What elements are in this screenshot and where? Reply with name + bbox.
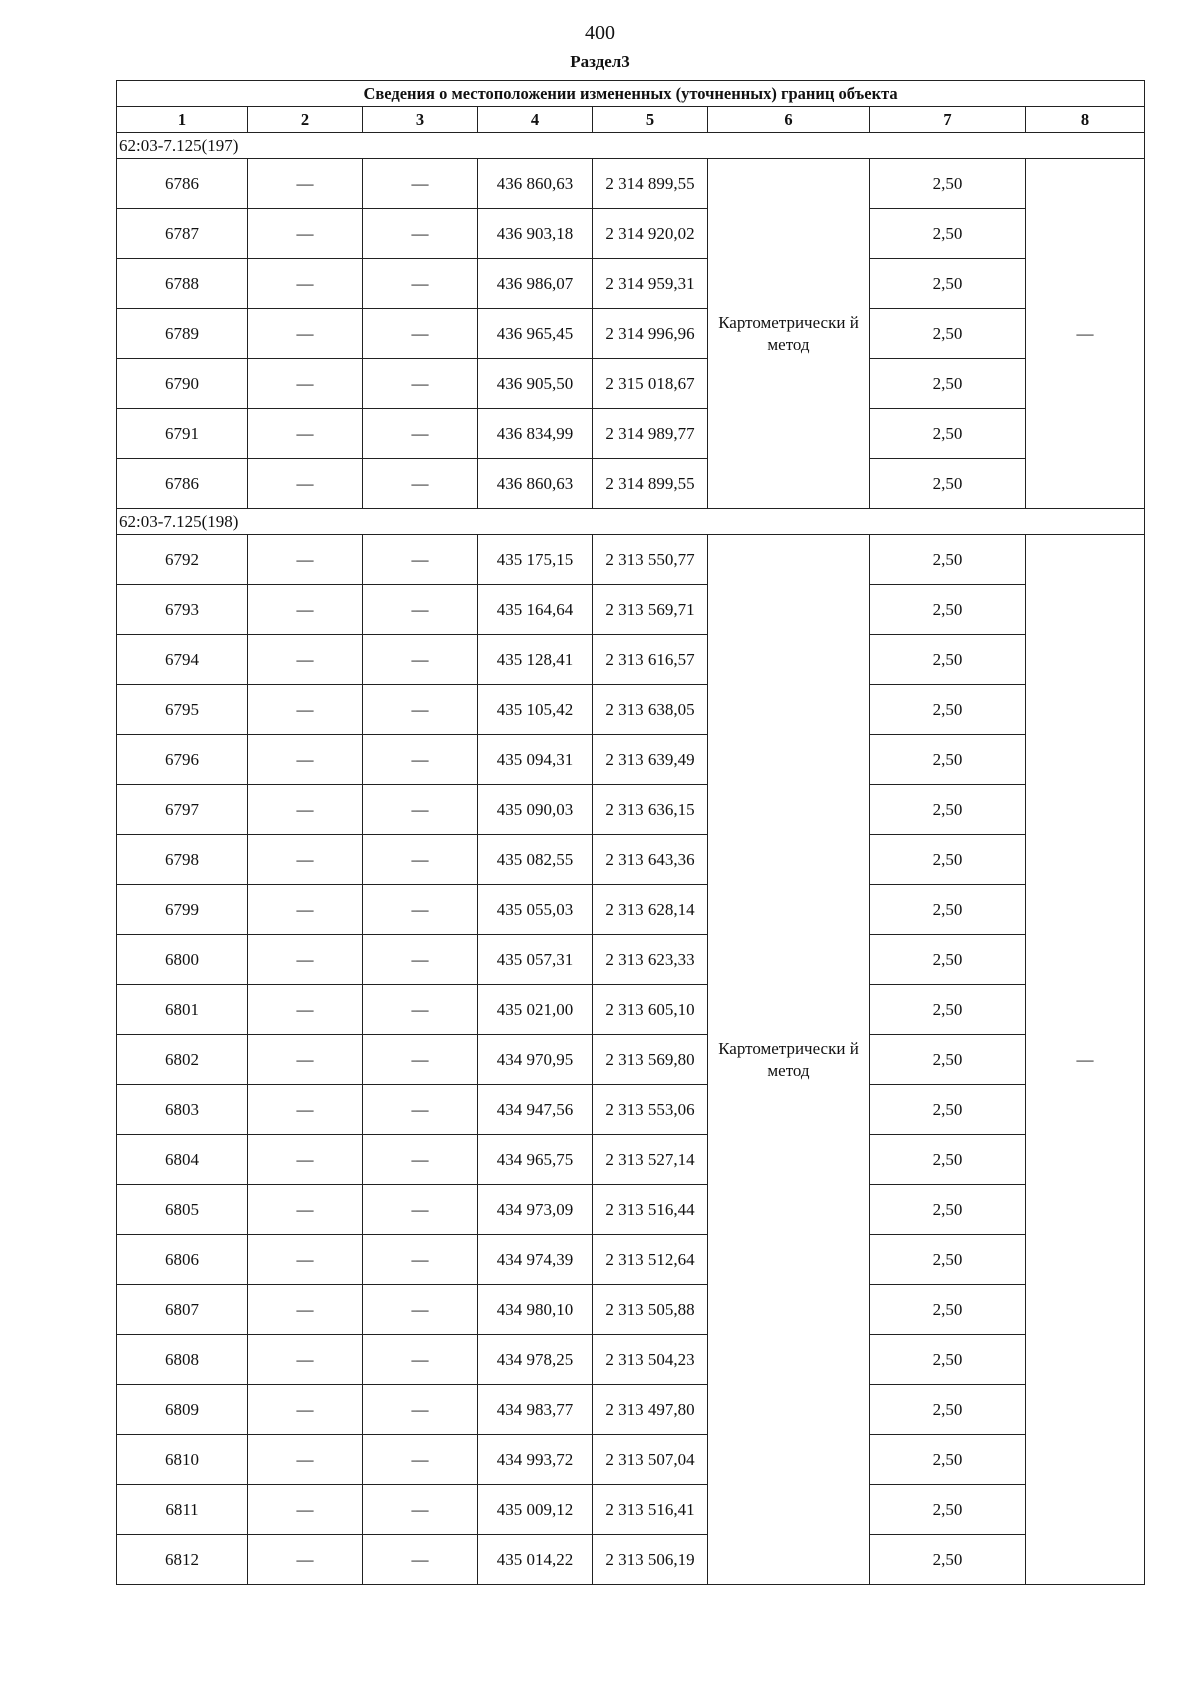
x-coordinate-cell: 436 860,63 [478,459,593,509]
accuracy-cell: 2,50 [870,735,1026,785]
y-coordinate-cell: 2 313 516,44 [593,1185,708,1235]
accuracy-cell: 2,50 [870,159,1026,209]
x-coordinate-cell: 436 905,50 [478,359,593,409]
accuracy-cell: 2,50 [870,535,1026,585]
column-2-dash-cell: — [248,1485,363,1535]
y-coordinate-cell: 2 313 553,06 [593,1085,708,1135]
column-2-dash-cell: — [248,1035,363,1085]
y-coordinate-cell: 2 313 643,36 [593,835,708,885]
y-coordinate-cell: 2 313 638,05 [593,685,708,735]
column-3-dash-cell: — [363,1485,478,1535]
x-coordinate-cell: 436 834,99 [478,409,593,459]
y-coordinate-cell: 2 313 569,71 [593,585,708,635]
accuracy-cell: 2,50 [870,409,1026,459]
table-row [117,1185,1145,1235]
accuracy-cell: 2,50 [870,1385,1026,1435]
column-2-dash-cell: — [248,1335,363,1385]
accuracy-cell: 2,50 [870,1185,1026,1235]
column-number: 2 [248,107,363,133]
column-2-dash-cell: — [248,1235,363,1285]
table-row [117,585,1145,635]
x-coordinate-cell: 434 947,56 [478,1085,593,1135]
column-3-dash-cell: — [363,409,478,459]
table-row [117,1285,1145,1335]
x-coordinate-cell: 434 980,10 [478,1285,593,1335]
column-3-dash-cell: — [363,1135,478,1185]
cadastral-group-label: 62:03-7.125(198) [117,509,1145,535]
column-2-dash-cell: — [248,685,363,735]
x-coordinate-cell: 435 164,64 [478,585,593,635]
point-number-cell: 6806 [117,1235,248,1285]
column-2-dash-cell: — [248,1185,363,1235]
column-3-dash-cell: — [363,1435,478,1485]
y-coordinate-cell: 2 315 018,67 [593,359,708,409]
column-2-dash-cell: — [248,785,363,835]
point-number-cell: 6808 [117,1335,248,1385]
table-row [117,835,1145,885]
y-coordinate-cell: 2 313 507,04 [593,1435,708,1485]
group-header-row [117,133,1145,159]
table-row [117,535,1145,585]
point-number-cell: 6786 [117,159,248,209]
column-2-dash-cell: — [248,1285,363,1335]
table-row [117,1335,1145,1385]
column-3-dash-cell: — [363,209,478,259]
accuracy-cell: 2,50 [870,585,1026,635]
point-number-cell: 6797 [117,785,248,835]
x-coordinate-cell: 434 974,39 [478,1235,593,1285]
table-row [117,459,1145,509]
column-2-dash-cell: — [248,835,363,885]
accuracy-cell: 2,50 [870,259,1026,309]
y-coordinate-cell: 2 314 989,77 [593,409,708,459]
y-coordinate-cell: 2 313 639,49 [593,735,708,785]
point-number-cell: 6809 [117,1385,248,1435]
accuracy-cell: 2,50 [870,1335,1026,1385]
column-number-row [117,107,1145,133]
accuracy-cell: 2,50 [870,935,1026,985]
column-3-dash-cell: — [363,1185,478,1235]
column-2-dash-cell: — [248,209,363,259]
column-2-dash-cell: — [248,985,363,1035]
table-row [117,259,1145,309]
accuracy-cell: 2,50 [870,1135,1026,1185]
column-2-dash-cell: — [248,1135,363,1185]
table-row [117,735,1145,785]
y-coordinate-cell: 2 313 628,14 [593,885,708,935]
column-3-dash-cell: — [363,159,478,209]
point-number-cell: 6810 [117,1435,248,1485]
x-coordinate-cell: 434 983,77 [478,1385,593,1435]
table-row [117,1435,1145,1485]
column-number: 4 [478,107,593,133]
point-number-cell: 6811 [117,1485,248,1535]
accuracy-cell: 2,50 [870,1085,1026,1135]
page-number: 400 [585,22,615,44]
y-coordinate-cell: 2 314 920,02 [593,209,708,259]
point-number-cell: 6790 [117,359,248,409]
column-3-dash-cell: — [363,1285,478,1335]
column-3-dash-cell: — [363,1235,478,1285]
column-3-dash-cell: — [363,935,478,985]
x-coordinate-cell: 435 094,31 [478,735,593,785]
column-number: 1 [117,107,248,133]
point-number-cell: 6787 [117,209,248,259]
accuracy-cell: 2,50 [870,985,1026,1035]
accuracy-cell: 2,50 [870,359,1026,409]
x-coordinate-cell: 436 860,63 [478,159,593,209]
column-2-dash-cell: — [248,459,363,509]
point-number-cell: 6791 [117,409,248,459]
point-number-cell: 6804 [117,1135,248,1185]
y-coordinate-cell: 2 313 497,80 [593,1385,708,1435]
point-number-cell: 6803 [117,1085,248,1135]
column-2-dash-cell: — [248,735,363,785]
point-number-cell: 6794 [117,635,248,685]
point-number-cell: 6798 [117,835,248,885]
y-coordinate-cell: 2 313 623,33 [593,935,708,985]
point-number-cell: 6788 [117,259,248,309]
column-3-dash-cell: — [363,685,478,735]
column-3-dash-cell: — [363,1535,478,1585]
table-row [117,1235,1145,1285]
table-row [117,635,1145,685]
column-2-dash-cell: — [248,935,363,985]
x-coordinate-cell: 435 014,22 [478,1535,593,1585]
table-row [117,409,1145,459]
y-coordinate-cell: 2 313 605,10 [593,985,708,1035]
group-header-row [117,509,1145,535]
y-coordinate-cell: 2 313 506,19 [593,1535,708,1585]
x-coordinate-cell: 435 090,03 [478,785,593,835]
y-coordinate-cell: 2 314 899,55 [593,159,708,209]
x-coordinate-cell: 434 978,25 [478,1335,593,1385]
column-number: 3 [363,107,478,133]
y-coordinate-cell: 2 313 504,23 [593,1335,708,1385]
y-coordinate-cell: 2 313 527,14 [593,1135,708,1185]
table-row [117,1135,1145,1185]
column-2-dash-cell: — [248,1085,363,1135]
column-2-dash-cell: — [248,259,363,309]
table-caption: Сведения о местоположении измененных (уточненных) границ объекта [117,81,1145,107]
column-3-dash-cell: — [363,1085,478,1135]
column-3-dash-cell: — [363,309,478,359]
column-2-dash-cell: — [248,1435,363,1485]
column-2-dash-cell: — [248,535,363,585]
table-row [117,685,1145,735]
accuracy-cell: 2,50 [870,1535,1026,1585]
y-coordinate-cell: 2 314 996,96 [593,309,708,359]
column-number: 6 [708,107,870,133]
accuracy-cell: 2,50 [870,1035,1026,1085]
column-2-dash-cell: — [248,359,363,409]
point-number-cell: 6795 [117,685,248,735]
accuracy-cell: 2,50 [870,685,1026,735]
point-number-cell: 6800 [117,935,248,985]
point-number-cell: 6805 [117,1185,248,1235]
section-title: Раздел3 [570,52,630,71]
method-cell: Картометрически й метод [708,535,870,1585]
point-number-cell: 6799 [117,885,248,935]
x-coordinate-cell: 435 175,15 [478,535,593,585]
column-2-dash-cell: — [248,309,363,359]
table-row [117,885,1145,935]
x-coordinate-cell: 436 965,45 [478,309,593,359]
column-2-dash-cell: — [248,409,363,459]
point-number-cell: 6786 [117,459,248,509]
point-number-cell: 6802 [117,1035,248,1085]
column-8-dash-cell: — [1026,535,1145,1585]
accuracy-cell: 2,50 [870,785,1026,835]
table-row [117,1535,1145,1585]
y-coordinate-cell: 2 313 636,15 [593,785,708,835]
y-coordinate-cell: 2 313 616,57 [593,635,708,685]
column-3-dash-cell: — [363,259,478,309]
boundary-coordinates-table [116,80,1145,1585]
table-row [117,1035,1145,1085]
column-3-dash-cell: — [363,1035,478,1085]
column-3-dash-cell: — [363,535,478,585]
y-coordinate-cell: 2 314 959,31 [593,259,708,309]
column-3-dash-cell: — [363,635,478,685]
y-coordinate-cell: 2 313 569,80 [593,1035,708,1085]
point-number-cell: 6789 [117,309,248,359]
accuracy-cell: 2,50 [870,885,1026,935]
y-coordinate-cell: 2 313 512,64 [593,1235,708,1285]
point-number-cell: 6793 [117,585,248,635]
table-row [117,785,1145,835]
column-3-dash-cell: — [363,1385,478,1435]
column-3-dash-cell: — [363,585,478,635]
table-row [117,159,1145,209]
accuracy-cell: 2,50 [870,309,1026,359]
x-coordinate-cell: 434 965,75 [478,1135,593,1185]
table-row [117,1085,1145,1135]
x-coordinate-cell: 436 903,18 [478,209,593,259]
table-row [117,1485,1145,1535]
column-3-dash-cell: — [363,1335,478,1385]
accuracy-cell: 2,50 [870,1285,1026,1335]
column-number: 5 [593,107,708,133]
table-row [117,1385,1145,1435]
y-coordinate-cell: 2 313 550,77 [593,535,708,585]
accuracy-cell: 2,50 [870,1235,1026,1285]
accuracy-cell: 2,50 [870,835,1026,885]
x-coordinate-cell: 435 128,41 [478,635,593,685]
y-coordinate-cell: 2 313 505,88 [593,1285,708,1335]
table-caption-row [117,81,1145,107]
x-coordinate-cell: 434 993,72 [478,1435,593,1485]
cadastral-group-label: 62:03-7.125(197) [117,133,1145,159]
table-row [117,985,1145,1035]
column-3-dash-cell: — [363,885,478,935]
table-row [117,309,1145,359]
x-coordinate-cell: 435 082,55 [478,835,593,885]
point-number-cell: 6801 [117,985,248,1035]
accuracy-cell: 2,50 [870,459,1026,509]
point-number-cell: 6796 [117,735,248,785]
column-number: 8 [1026,107,1145,133]
column-3-dash-cell: — [363,785,478,835]
x-coordinate-cell: 435 105,42 [478,685,593,735]
x-coordinate-cell: 434 970,95 [478,1035,593,1085]
x-coordinate-cell: 435 055,03 [478,885,593,935]
column-3-dash-cell: — [363,459,478,509]
accuracy-cell: 2,50 [870,209,1026,259]
column-3-dash-cell: — [363,985,478,1035]
accuracy-cell: 2,50 [870,1435,1026,1485]
x-coordinate-cell: 435 021,00 [478,985,593,1035]
column-3-dash-cell: — [363,359,478,409]
accuracy-cell: 2,50 [870,635,1026,685]
column-2-dash-cell: — [248,159,363,209]
column-number: 7 [870,107,1026,133]
y-coordinate-cell: 2 313 516,41 [593,1485,708,1535]
column-2-dash-cell: — [248,585,363,635]
column-2-dash-cell: — [248,1535,363,1585]
column-2-dash-cell: — [248,885,363,935]
column-3-dash-cell: — [363,735,478,785]
y-coordinate-cell: 2 314 899,55 [593,459,708,509]
x-coordinate-cell: 436 986,07 [478,259,593,309]
column-2-dash-cell: — [248,635,363,685]
accuracy-cell: 2,50 [870,1485,1026,1535]
method-cell: Картометрически й метод [708,159,870,509]
column-3-dash-cell: — [363,835,478,885]
x-coordinate-cell: 435 009,12 [478,1485,593,1535]
point-number-cell: 6792 [117,535,248,585]
table-row [117,359,1145,409]
x-coordinate-cell: 434 973,09 [478,1185,593,1235]
point-number-cell: 6812 [117,1535,248,1585]
column-2-dash-cell: — [248,1385,363,1435]
table-row [117,209,1145,259]
table-row [117,935,1145,985]
point-number-cell: 6807 [117,1285,248,1335]
x-coordinate-cell: 435 057,31 [478,935,593,985]
column-8-dash-cell: — [1026,159,1145,509]
